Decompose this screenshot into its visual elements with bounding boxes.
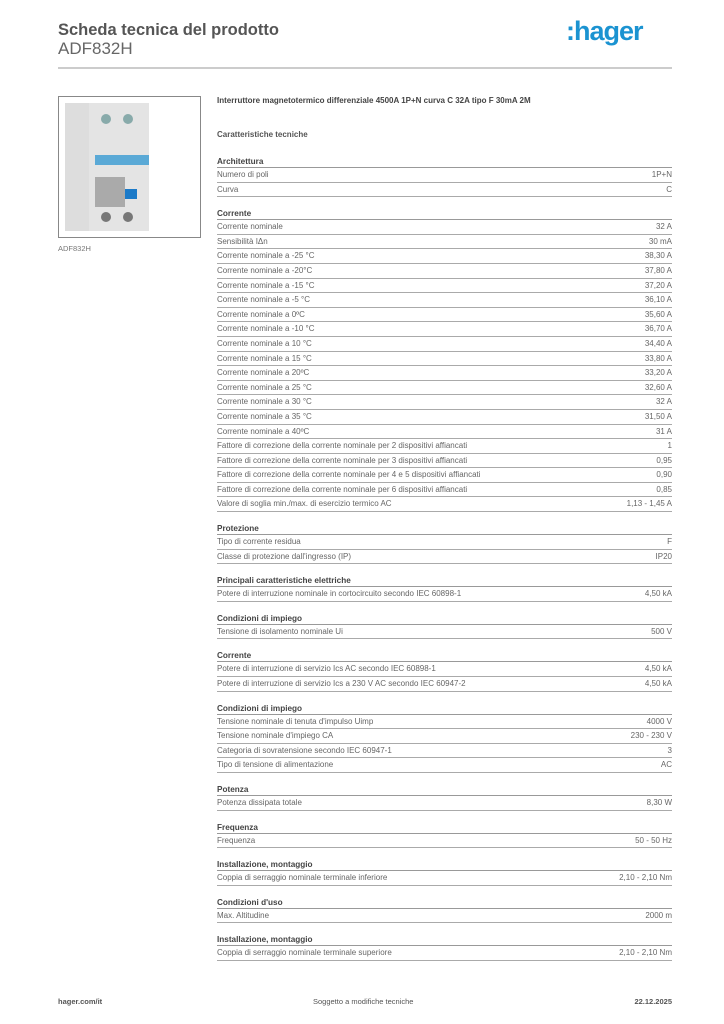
footer-note: Soggetto a modifiche tecniche xyxy=(313,997,414,1006)
spec-value: 50 - 50 Hz xyxy=(635,835,672,845)
spec-row xyxy=(217,535,672,550)
spec-label: Fattore di correzione della corrente nominale per 2 dispositivi affiancati xyxy=(217,441,468,451)
spec-value: 4000 V xyxy=(646,716,672,726)
spec-label: Fattore di correzione della corrente nominale per 4 e 5 dispositivi affiancati xyxy=(217,470,481,480)
spec-label: Tensione nominale di tenuta d'impulso Uimp xyxy=(217,716,374,726)
spec-row xyxy=(217,468,672,483)
spec-value: 3 xyxy=(667,745,672,755)
spec-row xyxy=(217,662,672,677)
header-divider xyxy=(58,67,672,69)
spec-row xyxy=(217,366,672,381)
spec-section xyxy=(217,783,672,811)
spec-section xyxy=(217,896,672,924)
spec-section xyxy=(217,155,672,197)
spec-label: Potere di interruzione nominale in cortocircuito secondo IEC 60898-1 xyxy=(217,589,462,599)
spec-row xyxy=(217,796,672,811)
spec-section xyxy=(217,858,672,886)
section-title: Protezione xyxy=(217,522,672,535)
spec-row xyxy=(217,834,672,849)
spec-section xyxy=(217,612,672,640)
spec-value: 0,90 xyxy=(656,470,672,480)
spec-label: Corrente nominale a -15 °C xyxy=(217,280,315,290)
spec-label: Tipo di corrente residua xyxy=(217,537,301,547)
spec-label: Corrente nominale a 25 °C xyxy=(217,382,312,392)
spec-section xyxy=(217,649,672,691)
spec-label: Corrente nominale a -5 °C xyxy=(217,295,311,305)
spec-section xyxy=(217,933,672,961)
spec-value: 2,10 - 2,10 Nm xyxy=(619,948,672,958)
spec-value: 37,20 A xyxy=(644,280,672,290)
spec-row xyxy=(217,352,672,367)
spec-value: 37,80 A xyxy=(644,265,672,275)
section-title: Corrente xyxy=(217,207,672,220)
spec-label: Corrente nominale a 15 °C xyxy=(217,353,312,363)
product-description: Interruttore magnetotermico differenziale 4500A 1P+N curva C 32A tipo F 30mA 2M xyxy=(217,96,531,105)
spec-row xyxy=(217,293,672,308)
spec-label: Potere di interruzione di servizio Ics AC secondo IEC 60898-1 xyxy=(217,664,436,674)
section-title: Frequenza xyxy=(217,821,672,834)
spec-value: 4,50 kA xyxy=(644,664,672,674)
spec-row xyxy=(217,758,672,773)
spec-row xyxy=(217,454,672,469)
spec-section xyxy=(217,702,672,773)
spec-value: 0,95 xyxy=(656,455,672,465)
page-title: Scheda tecnica del prodotto xyxy=(58,21,279,39)
spec-row xyxy=(217,677,672,692)
spec-value: 4,50 kA xyxy=(644,589,672,599)
spec-row xyxy=(217,625,672,640)
spec-value: 2,10 - 2,10 Nm xyxy=(619,873,672,883)
footer-date: 22.12.2025 xyxy=(634,997,672,1006)
spec-label: Coppia di serraggio nominale terminale superiore xyxy=(217,948,392,958)
section-title: Installazione, montaggio xyxy=(217,933,672,946)
spec-row xyxy=(217,729,672,744)
spec-sheet xyxy=(217,96,672,961)
spec-value: 36,10 A xyxy=(644,295,672,305)
spec-label: Corrente nominale a 40ºC xyxy=(217,426,310,436)
section-title: Condizioni d'uso xyxy=(217,896,672,909)
spec-label: Corrente nominale a 30 °C xyxy=(217,397,312,407)
spec-row xyxy=(217,871,672,886)
spec-row xyxy=(217,249,672,264)
spec-label: Corrente nominale a -25 °C xyxy=(217,251,315,261)
spec-row xyxy=(217,550,672,565)
product-code: ADF832H xyxy=(58,39,133,58)
spec-row xyxy=(217,410,672,425)
section-title: Potenza xyxy=(217,783,672,796)
spec-label: Corrente nominale a -10 °C xyxy=(217,324,315,334)
section-title: Condizioni di impiego xyxy=(217,702,672,715)
spec-label: Sensibilità IΔn xyxy=(217,236,268,246)
spec-label: Max. Altitudine xyxy=(217,910,270,920)
spec-row xyxy=(217,946,672,961)
spec-section xyxy=(217,574,672,602)
spec-label: Valore di soglia min./max. di esercizio termico AC xyxy=(217,499,392,509)
spec-value: AC xyxy=(660,760,672,770)
spec-label: Classe di protezione dall'ingresso (IP) xyxy=(217,551,352,561)
spec-label: Potenza dissipata totale xyxy=(217,798,302,807)
spec-row xyxy=(217,264,672,279)
spec-label: Corrente nominale a 35 °C xyxy=(217,411,312,421)
spec-value: 1,13 - 1,45 A xyxy=(626,499,672,509)
spec-value: 230 - 230 V xyxy=(630,731,672,741)
spec-value: 31,50 A xyxy=(644,411,672,421)
spec-row xyxy=(217,279,672,294)
spec-value: 8,30 W xyxy=(646,798,672,807)
spec-value: 32 A xyxy=(655,397,672,407)
spec-row xyxy=(217,587,672,602)
spec-row xyxy=(217,744,672,759)
spec-section xyxy=(217,522,672,564)
spec-label: Corrente nominale a 0ºC xyxy=(217,309,305,319)
specs-heading: Caratteristiche tecniche xyxy=(217,130,308,139)
spec-row xyxy=(217,395,672,410)
spec-value: F xyxy=(667,537,672,547)
spec-row xyxy=(217,168,672,183)
spec-value: 38,30 A xyxy=(644,251,672,261)
spec-value: 32,60 A xyxy=(644,382,672,392)
product-image xyxy=(58,96,201,238)
spec-value: 1 xyxy=(667,441,672,451)
spec-label: Frequenza xyxy=(217,835,256,845)
section-title: Condizioni di impiego xyxy=(217,612,672,625)
spec-value: 35,60 A xyxy=(644,309,672,319)
image-caption: ADF832H xyxy=(58,244,91,253)
hager-logo: :hager xyxy=(566,16,643,46)
spec-label: Corrente nominale xyxy=(217,222,283,232)
section-title: Installazione, montaggio xyxy=(217,858,672,871)
spec-row xyxy=(217,381,672,396)
spec-label: Tensione di isolamento nominale Ui xyxy=(217,626,343,636)
spec-value: C xyxy=(666,184,672,194)
spec-value: 2000 m xyxy=(645,910,672,920)
spec-row xyxy=(217,909,672,924)
spec-row xyxy=(217,337,672,352)
section-title: Principali caratteristiche elettriche xyxy=(217,574,672,587)
spec-value: 34,40 A xyxy=(644,338,672,348)
footer-website[interactable]: hager.com/it xyxy=(58,997,103,1006)
spec-value: IP20 xyxy=(655,551,672,561)
spec-section xyxy=(217,207,672,512)
spec-value: 1P+N xyxy=(651,170,672,179)
spec-label: Fattore di correzione della corrente nominale per 6 dispositivi affiancati xyxy=(217,484,468,494)
spec-value: 33,20 A xyxy=(644,368,672,378)
spec-label: Tipo di tensione di alimentazione xyxy=(217,760,334,770)
spec-row xyxy=(217,439,672,454)
spec-value: 33,80 A xyxy=(644,353,672,363)
section-title: Architettura xyxy=(217,155,672,168)
spec-row xyxy=(217,308,672,323)
spec-value: 31 A xyxy=(655,426,672,436)
spec-row xyxy=(217,183,672,198)
spec-value: 30 mA xyxy=(648,236,672,246)
spec-row xyxy=(217,715,672,730)
spec-value: 500 V xyxy=(651,626,672,636)
spec-value: 36,70 A xyxy=(644,324,672,334)
spec-value: 0,85 xyxy=(656,484,672,494)
section-title: Corrente xyxy=(217,649,672,662)
spec-value: 4,50 kA xyxy=(644,679,672,689)
spec-label: Numero di poli xyxy=(217,170,269,179)
spec-label: Tensione nominale d'impiego CA xyxy=(217,731,334,741)
spec-label: Corrente nominale a 20ºC xyxy=(217,368,310,378)
spec-row xyxy=(217,235,672,250)
spec-row xyxy=(217,322,672,337)
spec-row xyxy=(217,483,672,498)
spec-label: Corrente nominale a -20°C xyxy=(217,265,313,275)
spec-label: Coppia di serraggio nominale terminale inferiore xyxy=(217,873,388,883)
spec-label: Fattore di correzione della corrente nominale per 3 dispositivi affiancati xyxy=(217,455,468,465)
spec-label: Curva xyxy=(217,184,239,194)
spec-row xyxy=(217,497,672,512)
spec-label: Potere di interruzione di servizio Ics a 230 V AC secondo IEC 60947-2 xyxy=(217,679,466,689)
spec-label: Corrente nominale a 10 °C xyxy=(217,338,312,348)
spec-label: Categoria di sovratensione secondo IEC 60947-1 xyxy=(217,745,392,755)
spec-row xyxy=(217,220,672,235)
spec-row xyxy=(217,425,672,440)
spec-section xyxy=(217,821,672,849)
spec-value: 32 A xyxy=(655,222,672,232)
